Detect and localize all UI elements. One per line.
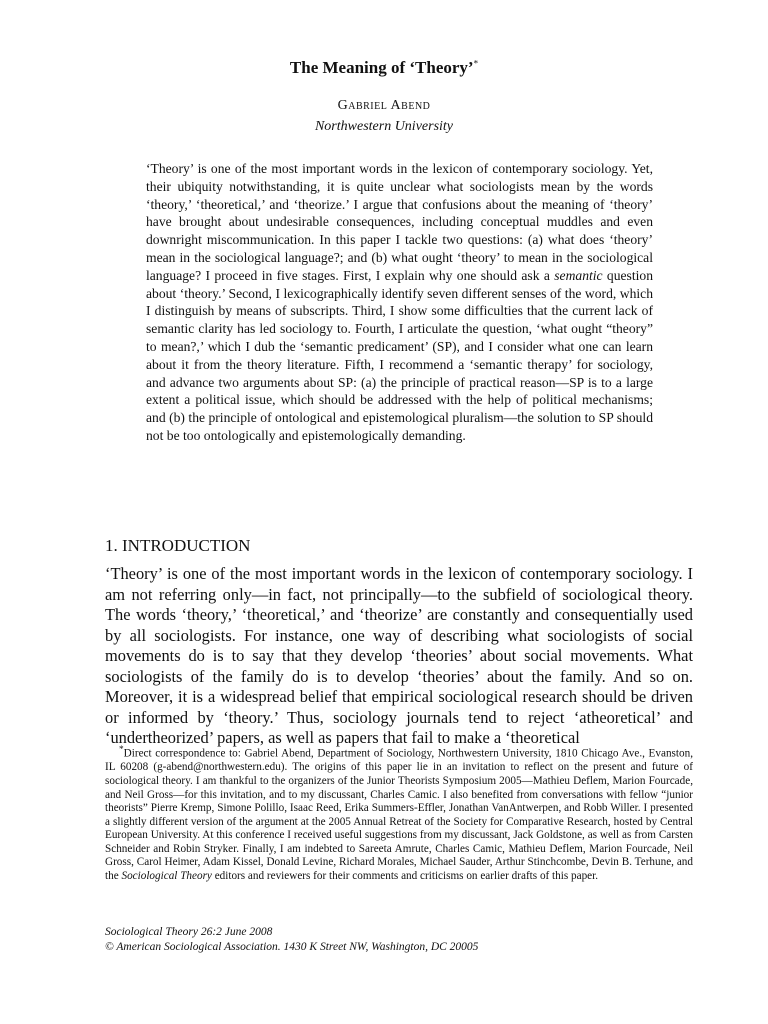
title-footnote-mark: * [473, 58, 479, 69]
paper-title [0, 58, 768, 78]
footnote-mark: * [119, 745, 124, 755]
author-name: Gabriel Abend [337, 98, 431, 113]
body-text [105, 564, 693, 749]
footnote-paragraph [105, 744, 693, 884]
title-text: The Meaning of ‘Theory’ [289, 58, 474, 77]
abstract-paragraph [146, 160, 653, 445]
footnote-journal: Sociological Theory [121, 870, 212, 883]
journal-citation: Sociological Theory 26:2 June 2008 [105, 926, 273, 938]
publisher-line: © American Sociological Association. 1430 K Street NW, Washington, DC 20005 [105, 941, 479, 953]
section-heading: 1. INTRODUCTION [105, 536, 251, 555]
abstract-emphasis: semantic [554, 267, 603, 283]
abstract [146, 160, 653, 445]
footnote [105, 744, 693, 884]
author-affiliation: Northwestern University [314, 119, 454, 134]
footnote-text-1: Direct correspondence to: Gabriel Abend, Department of Sociology, Northwestern University, 1810 Chicago Ave., Evanston, IL 60208 (g-abend@northwestern.edu). The origins of this paper lie in an invitation to reflect on the present and future of sociological theory. I am thankful to the organizers of the Junior Theorists Symposium 2005—Mathieu Deflem, Marion Fourcade, and Neil Gross—for this invitation, and to my discussant, Charles Camic. I also benefited from conversations with fellow “junior theorists” Pierre Kremp, Simone Polillo, Isaac Reed, Erika Summers-Effler, Jonathan VanAntwerpen, and Robb Willer. I presented a slightly different version of the argument at the 2005 Annual Retreat of the Society for Comparative Research, hosted by Central European University. At this conference I received useful suggestions from my discussant, Jack Goldstone, as well as from Carsten Schneider and Robin Stryker. Finally, I am indebted to Sareeta Amrute, Charles Camic, Mathieu Deflem, Marion Fourcade, Neil Gross, Carol Heimer, Adam Kissel, Donald Levine, Richard Morales, Michael Sauder, Arthur Stinchcombe, Devin B. Terhune, and the [105, 747, 693, 883]
abstract-text-1: ‘Theory’ is one of the most important words in the lexicon of contemporary sociology. Yet, their ubiquity notwithstanding, it is quite unclear what sociologists mean by the words ‘theory,’ ‘theoretical,’ and ‘theorize.’ I argue that confusions about the meaning of ‘theory’ have brought about undesirable consequences, including conceptual muddles and even downright miscommunication. In this paper I tackle two questions: (a) what does ‘theory’ mean in the sociological language?; and (b) what ought ‘theory’ to mean in the sociological language? I proceed in five stages. First, I explain why one should ask a [146, 161, 653, 283]
journal-footer [105, 925, 478, 955]
footnote-text-2: editors and reviewers for their comments and criticisms on earlier drafts of this paper. [211, 870, 599, 883]
intro-paragraph: ‘Theory’ is one of the most important words in the lexicon of contemporary sociology. I am not referring only—in fact, not principally—to the subfield of sociological theory. The words ‘theory,’ ‘theoretical,’ and ‘theorize’ are constantly and consequentially used by all sociologists. For instance, one way of describing what sociologists of social movements do is to say that they develop ‘theories’ about social movements. What sociologists of the family do is to develop ‘theories’ about the family. And so on. Moreover, it is a widespread belief that empirical sociological research should be driven or informed by ‘theory.’ Thus, sociology journals tend to reject ‘atheoretical’ and ‘undertheorized’ papers, as well as papers that fail to make a ‘theoretical [105, 564, 693, 747]
abstract-text-2: question about ‘theory.’ Second, I lexicographically identify seven different senses of the word, which I distinguish by means of subscripts. Third, I show some difficulties that the current lack of semantic clarity has led sociology to. Fourth, I articulate the question, ‘what ought “theory” to mean?,’ which I dub the ‘semantic predicament’ (SP), and I consider what one can learn about it from the theory literature. Fifth, I recommend a ‘semantic therapy’ for sociology, and advance two arguments about SP: (a) the principle of practical reason—SP is to a large extent a political issue, which should be addressed with the help of political mechanisms; and (b) the principle of ontological and epistemological pluralism—the solution to SP should not be too ontologically and epistemologically demanding. [146, 267, 653, 443]
